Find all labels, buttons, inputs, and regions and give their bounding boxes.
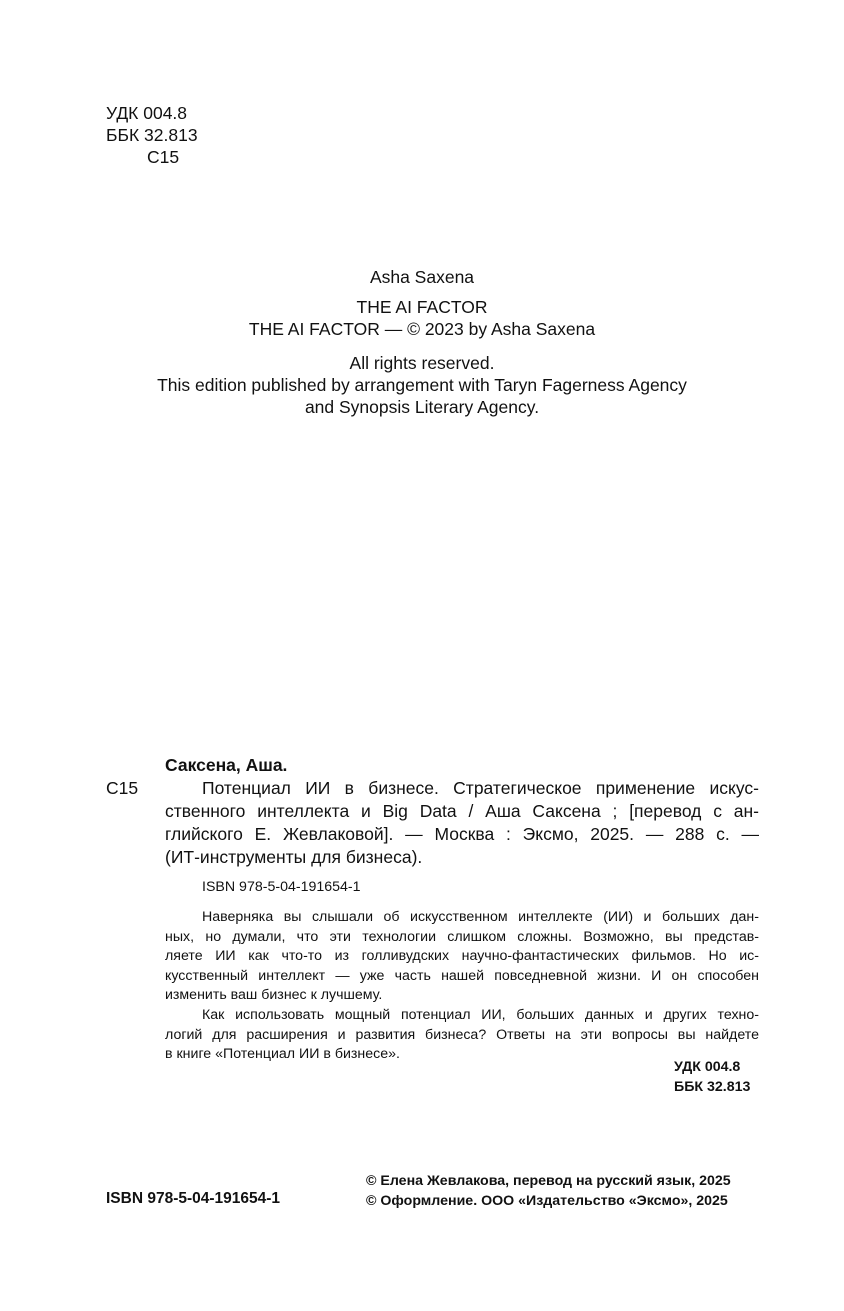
record-isbn: ISBN 978-5-04-191654-1: [202, 879, 361, 895]
original-title: THE AI FACTOR: [356, 297, 488, 317]
description-line: ственного интеллекта и Big Data / Аша Саксена ; [перевод с ан-: [165, 801, 759, 821]
original-author: Asha Saxena: [369, 267, 475, 287]
record-udk: УДК 004.8: [674, 1059, 741, 1075]
annotation-line: ных, но думали, что эти технологии слишком сложны. Возможно, вы представ-: [165, 928, 759, 945]
description-line: Потенциал ИИ в бизнесе. Стратегическое применение искус-: [202, 778, 759, 798]
copyright-design: © Оформление. ООО «Издательство «Эксмо», 2025: [366, 1193, 728, 1209]
edition-notice-line1: This edition published by arrangement with Taryn Fagerness Agency: [157, 375, 687, 395]
footer-isbn: ISBN 978-5-04-191654-1: [106, 1190, 281, 1207]
udk-code: УДК 004.8: [106, 103, 188, 123]
annotation-line: логий для расширения и развития бизнеса? Ответы на эти вопросы вы найдете: [165, 1026, 759, 1043]
bbk-code: ББК 32.813: [106, 125, 198, 145]
edition-notice-line2: and Synopsis Literary Agency.: [304, 397, 540, 417]
description-line: глийского Е. Жевлаковой]. — Москва : Эксмо, 2025. — 288 с. —: [165, 824, 759, 844]
record-description: [165, 777, 759, 869]
annotation-line: кусственный интеллект — уже часть нашей повседневной жизни. И он способен: [165, 967, 759, 984]
record-author-mark: С15: [106, 778, 139, 798]
classification-block: [106, 102, 198, 168]
copyright-translation: © Елена Жевлакова, перевод на русский язык, 2025: [366, 1173, 731, 1189]
record-author-heading: Саксена, Аша.: [165, 755, 288, 775]
annotation-line: в книге «Потенциал ИИ в бизнесе».: [165, 1046, 400, 1063]
record-bbk: ББК 32.813: [674, 1078, 751, 1095]
annotation-line: Как использовать мощный потенциал ИИ, больших данных и других техно-: [202, 1006, 759, 1023]
annotation-line: ляете ИИ как что-то из голливудских научно-фантастических фильмов. Но ис-: [165, 948, 759, 965]
annotation-line: Наверняка вы слышали об искусственном интеллекте (ИИ) и больших дан-: [202, 909, 759, 925]
footer-copyrights: [366, 1171, 731, 1211]
record-codes: [674, 1058, 750, 1097]
annotation: [165, 908, 759, 1065]
rights-notice: All rights reserved.: [349, 353, 495, 373]
author-mark: С15: [147, 147, 180, 167]
annotation-line: изменить ваш бизнес к лучшему.: [165, 987, 383, 1004]
description-line: (ИТ-инструменты для бизнеса).: [165, 847, 423, 867]
original-copyright: THE AI FACTOR — © 2023 by Asha Saxena: [248, 319, 596, 339]
